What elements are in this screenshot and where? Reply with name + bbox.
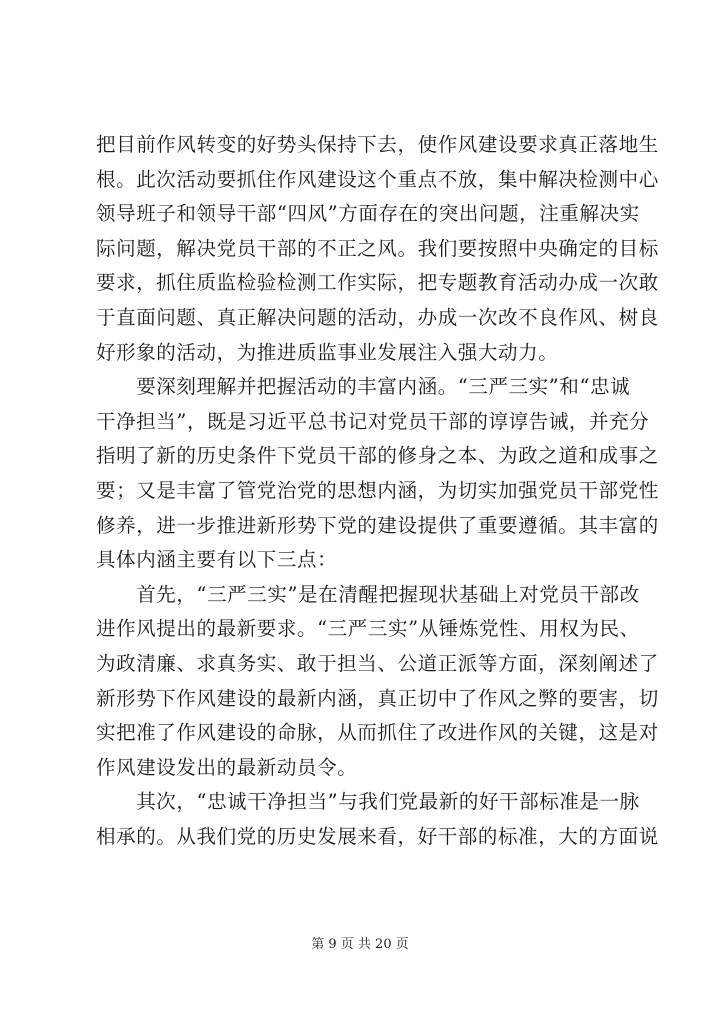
text-line: 作风建设发出的最新动员令。: [96, 755, 358, 779]
text-line: 把目前作风转变的好势头保持下去，使作风建设要求真正落地生: [96, 133, 659, 156]
text-line: 其次，“忠诚干净担当”与我们党最新的好干部标准是一脉: [96, 790, 640, 814]
text-line: 指明了新的历史条件下党员干部的修身之本、为政之道和成事之: [96, 444, 659, 468]
text-line: 修养，进一步推进新形势下党的建设提供了重要遵循。其丰富的: [96, 513, 659, 537]
page-number-footer: 第 9 页 共 20 页: [311, 937, 409, 952]
paragraph-2: [96, 370, 659, 578]
text-line: 相承的。从我们党的历史发展来看，好干部的标准，大的方面说: [96, 824, 659, 848]
text-line: 领导班子和领导干部“四风”方面存在的突出问题，注重解决实: [96, 202, 640, 226]
text-line: 新形势下作风建设的最新内涵，真正切中了作风之弊的要害，切: [96, 686, 659, 710]
paragraph-3: [96, 578, 659, 786]
text-line: 要深刻理解并把握活动的丰富内涵。“三严三实”和“忠诚: [96, 375, 631, 399]
text-line: 具体内涵主要有以下三点：: [96, 548, 338, 572]
text-line: 进作风提出的最新要求。“三严三实”从锤炼党性、用权为民、: [96, 617, 640, 641]
text-line: 要求，抓住质监检验检测工作实际，把专题教育活动办成一次敢: [96, 271, 659, 295]
text-line: 根。此次活动要抓住作风建设这个重点不放，集中解决检测中心: [96, 167, 659, 191]
text-line: 为政清廉、求真务实、敢于担当、公道正派等方面，深刻阐述了: [96, 651, 659, 675]
paragraph-4: [96, 785, 659, 854]
text-line: 好形象的活动，为推进质监事业发展注入强大动力。: [96, 340, 559, 364]
text-line: 首先，“三严三实”是在清醒把握现状基础上对党员干部改: [96, 582, 640, 606]
text-line: 要；又是丰富了管党治党的思想内涵，为切实加强党员干部党性: [96, 478, 659, 502]
text-line: 际问题，解决党员干部的不正之风。我们要按照中央确定的目标: [96, 236, 659, 260]
document-body: [96, 128, 659, 854]
text-line: 干净担当”，既是习近平总书记对党员干部的谆谆告诫，并充分: [96, 409, 650, 433]
text-line: 实把准了作风建设的命脉，从而抓住了改进作风的关键，这是对: [96, 721, 659, 745]
paragraph-1: [96, 128, 659, 370]
text-line: 于直面问题、真正解决问题的活动，办成一次改不良作风、树良: [96, 305, 659, 329]
